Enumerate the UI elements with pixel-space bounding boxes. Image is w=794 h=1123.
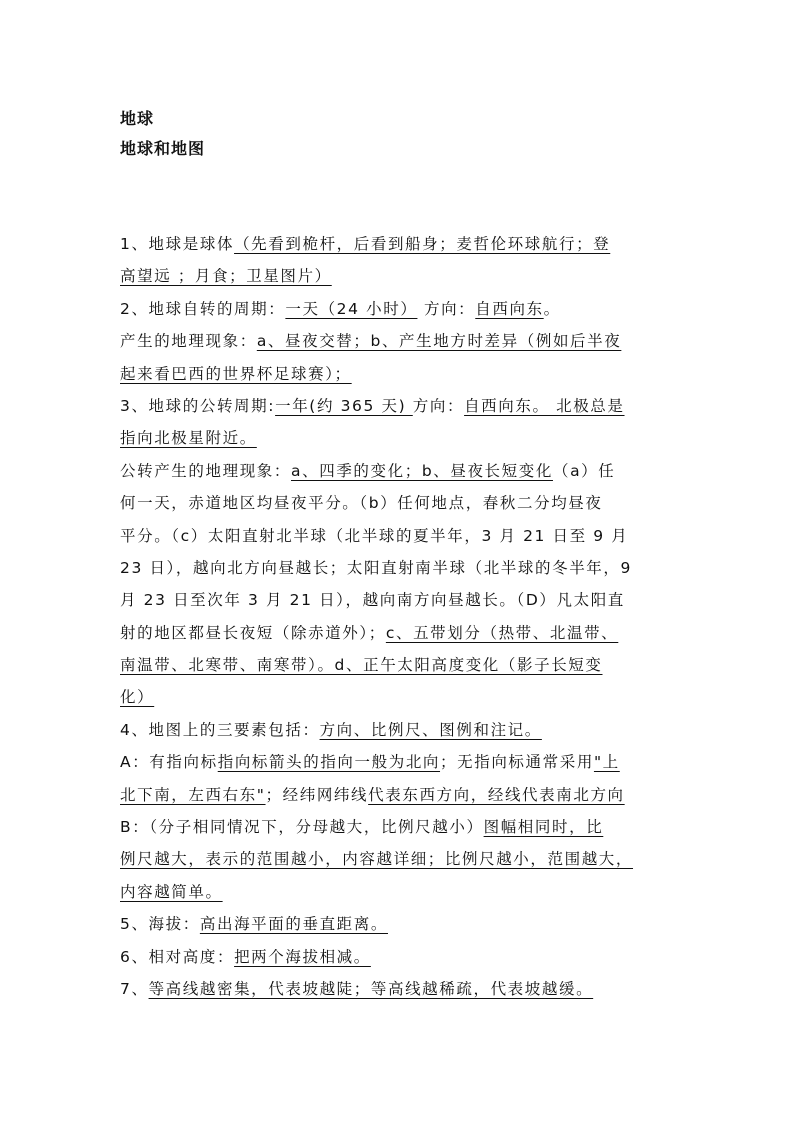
text-segment: 射的地区都昼长夜短（除赤道外）； [120,623,386,642]
text-segment: 平分。（c）太阳直射北半球（北半球的夏半年，3 月 21 日至 9 月 [120,526,629,545]
text-segment: 月 23 日至次年 3 月 21 日），越向南方向昼越长。（D）凡太阳直 [120,591,625,610]
text-line [120,681,695,713]
text-line [120,552,695,584]
text-line [120,228,695,260]
text-line [120,779,695,811]
text-segment: 23 日），越向北方向昼越长；太阳直射南半球（北半球的冬半年，9 [120,558,632,577]
doc-subtitle: 地球和地图 [120,139,206,158]
text-line [120,908,695,940]
text-segment: 5、海拔： [120,915,200,934]
text-segment: 3、地球的公转周期: [120,396,276,415]
underlined-text: 一天（24 小时） [285,299,418,318]
text-line [120,358,695,390]
text-line [120,973,695,1005]
text-segment: ；经纬网纬线 [265,785,369,804]
text-segment: ；无指向标通常采用 [440,753,594,772]
text-line [120,584,695,616]
underlined-text: 一年(约 365 天) [275,396,413,415]
underlined-text: "上 [593,753,620,772]
underlined-text: 自西向东 [475,299,544,318]
underlined-text: 代表东西方向，经线代表南北方向 [368,785,625,804]
text-segment: 公转产生的地理现象： [120,461,292,480]
text-segment: （a）任 [552,461,616,480]
underlined-text: 指向标箭头的指向一般为北向 [217,753,441,772]
text-line [120,390,695,422]
text-segment: 7、 [120,979,149,998]
underlined-text: 图幅相同时，比 [483,818,604,837]
text-line [120,746,695,778]
text-line [120,520,695,552]
underlined-text: 指向北极星附近。 [120,429,257,448]
underlined-text: 起来看巴西的世界杯足球赛）； [120,364,352,383]
text-line [120,487,695,519]
text-line [120,941,695,973]
text-segment: 何一天，赤道地区均昼夜平分。（b）任何地点，春秋二分均昼夜 [120,494,603,513]
text-line [120,876,695,908]
text-segment: 6、相对高度： [120,947,235,966]
text-line [120,260,695,292]
underlined-text: 高望远 ；月食；卫星图片） [120,267,332,286]
underlined-text: a、四季的变化；b、昼夜长短变化 [291,461,553,480]
underlined-text: a、昼夜交替；b、产生地方时差异（例如后半夜 [256,332,622,351]
text-line [120,649,695,681]
text-segment: 2、地球自转的周期： [120,299,286,318]
text-segment: B：（分子相同情况下，分母越大，比例尺越小） [120,818,484,837]
text-segment: 产生的地理现象： [120,332,257,351]
text-line [120,714,695,746]
underlined-text: 高出海平面的垂直距离。 [199,915,388,934]
underlined-text: 化） [120,688,155,707]
text-line [120,811,695,843]
text-segment: A：有指向标 [120,753,218,772]
underlined-text: c、五带划分（热带、北温带、 [385,623,619,642]
text-segment: 。 [543,299,561,318]
text-line [120,293,695,325]
text-line [120,422,695,454]
text-segment: 4、地图上的三要素包括： [120,720,320,739]
text-segment: 方向： [417,299,476,318]
text-line [120,455,695,487]
text-segment: 1、地球是球体 [120,235,235,253]
underlined-text: 方向、比例尺、图例和注记。 [319,720,542,739]
underlined-text: 例尺越大，表示的范围越小，内容越详细；比例尺越小，范围越大， [120,850,634,869]
text-segment: 方向： [412,396,465,415]
underlined-text: 内容越简单。 [120,882,223,901]
doc-body [120,228,695,1005]
underlined-text: 把两个海拔相减。 [234,947,371,966]
underlined-text: 自西向东。 北极总是 [464,396,625,415]
title-block [120,104,205,164]
underlined-text: （先看到桅杆，后看到船身；麦哲伦环球航行；登 [234,235,611,253]
underlined-text: 南温带、北寒带、南寒带）。d、正午太阳高度变化（影子长短变 [120,656,603,675]
text-line [120,617,695,649]
doc-title: 地球 [120,109,155,128]
underlined-text: 等高线越密集，代表坡越陡；等高线越稀疏，代表坡越缓。 [148,979,594,998]
text-line [120,325,695,357]
underlined-text: 北下南，左西右东" [120,785,266,804]
text-line [120,843,695,875]
